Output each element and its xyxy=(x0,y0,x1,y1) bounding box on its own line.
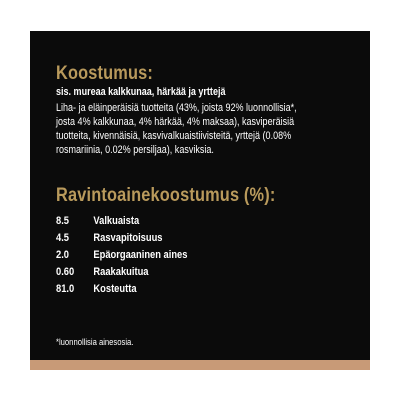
nutrition-heading: Ravintoainekoostumus (%): xyxy=(56,185,276,206)
nutrition-value: 8.5 xyxy=(56,215,70,227)
composition-line: tuotteita, kivennäisiä, kasvivalkuaistiivisteitä, yrttejä (0.08% xyxy=(56,130,292,142)
ingredients-panel xyxy=(30,31,370,369)
nutrition-label: Epäorgaaninen aines xyxy=(93,249,188,261)
nutrition-row xyxy=(56,215,139,227)
nutrition-label: Kosteutta xyxy=(93,283,137,295)
nutrition-value: 2.0 xyxy=(56,249,70,261)
composition-line: rosmariinia, 0.02% persiljaa), kasviksia. xyxy=(56,144,214,156)
nutrition-label: Raakakuitua xyxy=(93,266,149,278)
nutrition-label: Rasvapitoisuus xyxy=(93,232,163,244)
nutrition-row xyxy=(56,266,148,278)
composition-heading: Koostumus: xyxy=(56,63,154,84)
composition-subtitle: sis. mureaa kalkkunaa, härkää ja yrttejä xyxy=(56,86,226,98)
nutrition-value: 0.60 xyxy=(56,266,75,278)
nutrition-value: 81.0 xyxy=(56,283,75,295)
footer-stripe xyxy=(30,360,370,370)
nutrition-row xyxy=(56,283,137,295)
nutrition-row xyxy=(56,232,163,244)
nutrition-value: 4.5 xyxy=(56,232,70,244)
composition-line: Liha- ja eläinperäisiä tuotteita (43%, joista 92% luonnollisia*, xyxy=(56,102,297,114)
nutrition-row xyxy=(56,249,187,261)
footnote: *luonnollisia ainesosia. xyxy=(56,337,134,347)
nutrition-label: Valkuaista xyxy=(93,215,140,227)
composition-line: josta 4% kalkkunaa, 4% härkää, 4% maksaa), kasviperäisiä xyxy=(56,116,295,128)
